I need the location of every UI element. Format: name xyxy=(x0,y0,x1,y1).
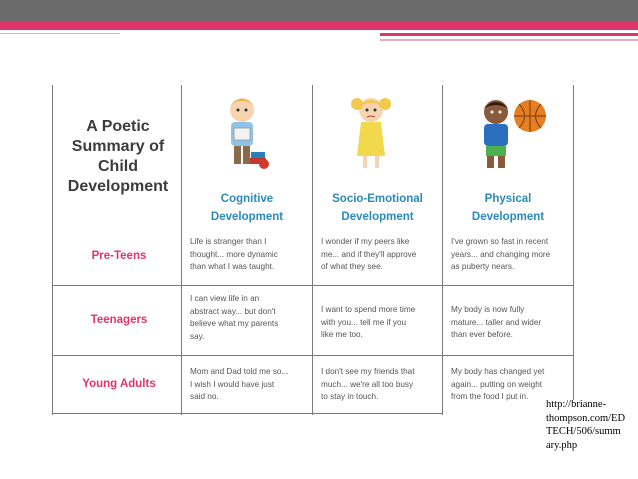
slide-title xyxy=(62,117,174,197)
child-reading-icon xyxy=(214,92,274,174)
table-cell xyxy=(451,366,551,404)
cell-line: from the food I put in. xyxy=(451,392,529,401)
cell-line: to stay in touch. xyxy=(321,392,379,401)
source-link[interactable] xyxy=(546,398,636,452)
cell-line: My body has changed yet xyxy=(451,367,545,376)
cell-line: I don't see my friends that xyxy=(321,367,415,376)
cell-line: much... we're all too busy xyxy=(321,379,414,389)
cell-line: say. xyxy=(190,331,205,341)
boy-basketball-icon xyxy=(470,92,554,176)
cell-line: of what they see. xyxy=(321,262,383,271)
table-cell xyxy=(451,236,573,274)
cell-line: said no. xyxy=(190,392,219,401)
accent-stripe xyxy=(380,33,638,36)
cell-line: than what I was taught. xyxy=(190,262,275,271)
cell-line: I want to spend more time xyxy=(321,305,416,314)
cell-line: as puberty nears. xyxy=(451,262,515,271)
accent-bar xyxy=(0,22,638,30)
row-header-teenagers: Teenagers xyxy=(90,314,148,326)
title-line: Child xyxy=(98,158,138,175)
cell-line: thought... more dynamic xyxy=(190,249,278,259)
cell-line: me... and if they'll approve xyxy=(321,249,417,259)
title-line: Summary of xyxy=(71,138,165,155)
cell-line: I can view life in an xyxy=(190,294,260,303)
table-cell xyxy=(190,236,310,274)
source-line: TECH/506/summ xyxy=(546,426,621,437)
table-cell xyxy=(190,366,310,404)
cell-line: I wonder if my peers like xyxy=(321,237,410,246)
column-header-line: Socio-Emotional xyxy=(332,193,423,205)
table-border xyxy=(52,413,442,414)
title-line: A Poetic xyxy=(86,118,150,135)
column-header-line: Development xyxy=(210,211,284,223)
table-border xyxy=(312,85,313,415)
cell-line: than ever before. xyxy=(451,330,513,339)
table-border xyxy=(52,285,573,286)
table-cell xyxy=(321,236,441,274)
row-header-pre-teens: Pre-Teens xyxy=(91,250,147,262)
cell-line: with you... tell me if you xyxy=(321,317,407,327)
cell-line: I've grown so fast in recent xyxy=(451,237,549,246)
title-line: Development xyxy=(67,178,169,195)
top-bar xyxy=(0,0,638,22)
column-header-physical xyxy=(443,190,573,226)
source-line: http://brianne- xyxy=(546,399,607,410)
column-header-line: Development xyxy=(341,211,414,223)
cell-line: mature... taller and wider xyxy=(451,317,542,327)
cell-line: Mom and Dad told me so... xyxy=(190,367,289,376)
cell-line: abstract way... but don't xyxy=(190,306,276,316)
cell-line: again... putting on weight xyxy=(451,379,543,389)
cell-line: I wish I would have just xyxy=(190,379,275,389)
column-header-socio-emotional xyxy=(313,190,442,226)
table-cell xyxy=(190,293,310,343)
accent-stripe xyxy=(0,33,120,34)
cell-line: like me too. xyxy=(321,330,363,339)
cell-line: My body is now fully xyxy=(451,305,525,314)
girl-worried-icon xyxy=(345,92,397,174)
table-border xyxy=(52,85,53,415)
column-header-cognitive xyxy=(182,190,312,226)
cell-line: believe what my parents xyxy=(190,319,279,328)
accent-stripe xyxy=(380,39,638,41)
source-line: ary.php xyxy=(546,439,578,451)
source-line: thompson.com/ED xyxy=(546,412,626,424)
table-cell xyxy=(321,366,441,404)
table-cell xyxy=(451,304,573,342)
table-border xyxy=(442,85,443,415)
cell-line: Life is stranger than I xyxy=(190,237,267,246)
table-border xyxy=(573,85,574,400)
column-header-line: Development xyxy=(471,211,545,223)
table-cell xyxy=(321,304,441,342)
row-header-young-adults: Young Adults xyxy=(82,378,156,390)
table-border xyxy=(52,355,573,356)
cell-line: years... and changing more xyxy=(451,249,551,259)
column-header-line: Cognitive xyxy=(220,193,274,205)
column-header-line: Physical xyxy=(484,193,532,205)
